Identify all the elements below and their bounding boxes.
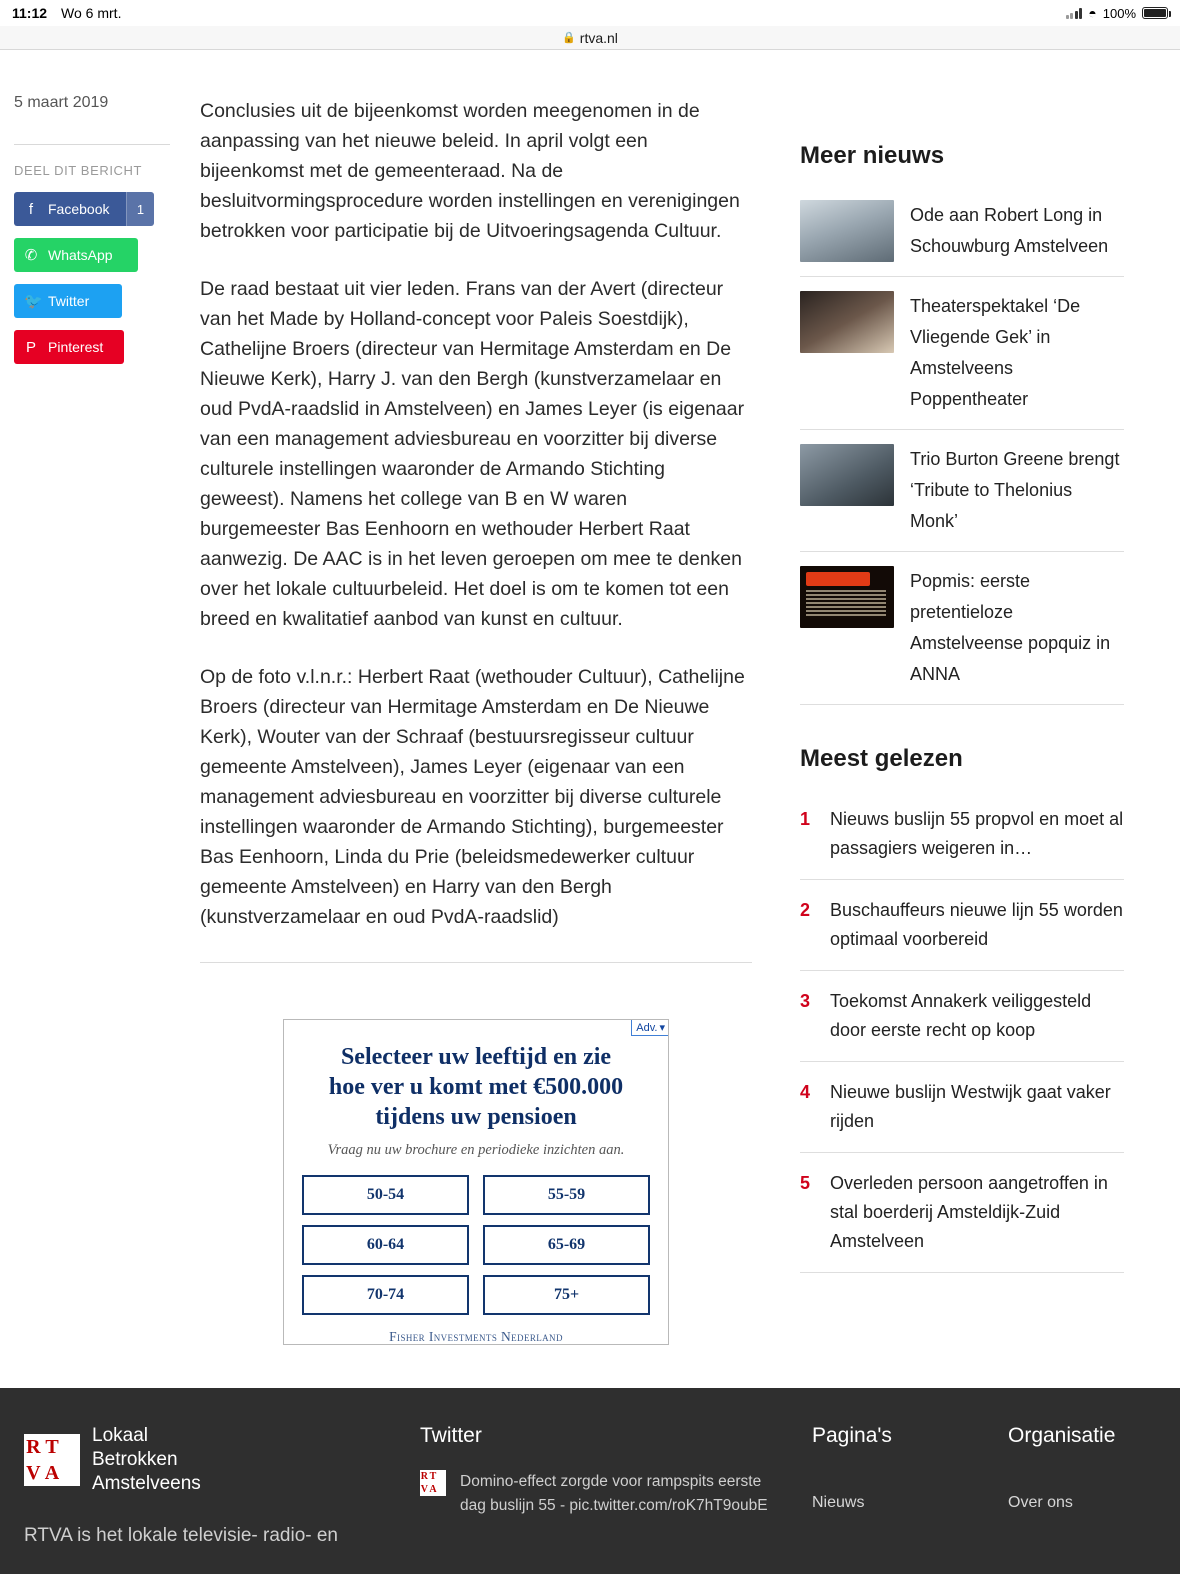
whatsapp-icon: ✆ xyxy=(24,247,38,264)
avatar-letter-v: V xyxy=(420,1484,428,1495)
logo-blank2 xyxy=(61,1460,80,1486)
rtva-logo xyxy=(24,1424,420,1496)
tweet-text-block xyxy=(460,1470,768,1518)
avatar-letter-a: A xyxy=(429,1484,437,1495)
footer-org-column xyxy=(1008,1424,1180,1574)
list-item[interactable] xyxy=(800,186,1124,277)
facebook-icon: f xyxy=(28,200,34,218)
list-item[interactable] xyxy=(800,1153,1124,1273)
logo-word-2: Betrokken xyxy=(92,1449,178,1470)
logo-letter-a: A xyxy=(44,1462,60,1484)
ad-headline-line3: tijdens uw pensioen xyxy=(375,1104,577,1130)
tweet-item xyxy=(420,1470,812,1518)
share-twitter-button[interactable] xyxy=(14,284,122,318)
rank-number: 5 xyxy=(800,1173,811,1193)
signal-icon xyxy=(1066,8,1083,19)
footer-pages-column xyxy=(812,1424,1008,1574)
facebook-share-count: 1 xyxy=(126,192,154,226)
share-twitter-label: Twitter xyxy=(48,293,90,309)
ad-headline-line2-text: hoe ver u komt met xyxy=(328,1074,534,1100)
status-bar-right xyxy=(1066,5,1168,21)
browser-url-bar[interactable] xyxy=(0,26,1180,50)
ad-choices-button[interactable] xyxy=(631,1020,668,1036)
meer-nieuws-heading: Meer nieuws xyxy=(800,142,945,169)
news-thumbnail xyxy=(800,444,894,506)
avatar-blank2 xyxy=(437,1483,446,1496)
tweet-text: Domino-effect zorgde voor rampspits eerste xyxy=(460,1473,762,1490)
rtva-logo-words xyxy=(92,1424,201,1496)
url-text: rtva.nl xyxy=(579,29,618,46)
advertisement-area xyxy=(200,1019,752,1345)
share-whatsapp-label: WhatsApp xyxy=(48,247,113,263)
share-whatsapp-button[interactable] xyxy=(14,238,138,272)
pinterest-icon: P xyxy=(25,338,36,356)
news-title: Ode aan Robert Long in Schouwburg Amstelveen xyxy=(910,205,1109,256)
share-label: DEEL DIT BERICHT xyxy=(14,163,143,178)
share-facebook-button[interactable] xyxy=(14,192,154,226)
logo-word-3: Amstelveens xyxy=(92,1473,201,1494)
ad-headline xyxy=(302,1042,650,1132)
rtva-logo-mark xyxy=(24,1434,80,1486)
ad-amount: €500.000 xyxy=(533,1074,624,1100)
news-thumbnail xyxy=(800,200,894,262)
news-title: Popmis: eerste pretentieloze Amstelveense popquiz in ANNA xyxy=(910,571,1111,684)
battery-percent: 100% xyxy=(1102,5,1136,21)
ad-age-options xyxy=(302,1175,650,1315)
ad-choices-label: Adv. xyxy=(636,1021,658,1034)
news-title: Trio Burton Greene brengt ‘Tribute to Thelonius Monk’ xyxy=(910,449,1120,531)
ad-option-55-59[interactable]: 55-59 xyxy=(483,1175,650,1215)
list-item[interactable] xyxy=(800,1062,1124,1153)
footer-twitter-heading: Twitter xyxy=(420,1424,482,1447)
list-item[interactable] xyxy=(800,277,1124,430)
logo-word-1: Lokaal xyxy=(92,1425,148,1446)
most-read-title: Buschauffeurs nieuwe lijn 55 worden optimaal voorbereid xyxy=(830,900,1123,949)
ad-subtitle: Vraag nu uw brochure en periodieke inzichten aan. xyxy=(327,1142,625,1158)
ad-advertiser-name: Fisher Investments Nederland xyxy=(389,1329,563,1344)
rtva-avatar-icon xyxy=(420,1470,446,1496)
article-divider xyxy=(200,962,752,963)
footer-brand-column xyxy=(24,1424,420,1574)
rank-number: 4 xyxy=(800,1082,811,1102)
footer-twitter-column xyxy=(420,1424,812,1574)
logo-letter-r: R xyxy=(26,1436,41,1458)
footer-org-heading: Organisatie xyxy=(1008,1424,1116,1447)
most-read-title: Nieuwe buslijn Westwijk gaat vaker rijden xyxy=(830,1082,1111,1131)
status-bar xyxy=(0,0,1180,26)
meest-gelezen-heading: Meest gelezen xyxy=(800,745,963,772)
status-bar-left xyxy=(12,5,121,21)
status-time: 11:12 xyxy=(12,5,48,21)
logo-letter-v: V xyxy=(26,1462,41,1484)
ad-banner[interactable] xyxy=(283,1019,669,1345)
avatar-blank xyxy=(437,1470,446,1483)
footer-pages-heading: Pagina's xyxy=(812,1424,892,1447)
list-item[interactable] xyxy=(800,971,1124,1062)
avatar-letter-r: R xyxy=(420,1471,428,1482)
list-item[interactable] xyxy=(800,552,1124,705)
rank-number: 3 xyxy=(800,991,811,1011)
avatar-letter-t: T xyxy=(429,1471,437,1482)
footer-tagline: RTVA is het lokale televisie- radio- en xyxy=(24,1525,339,1546)
most-read-title: Nieuws buslijn 55 propvol en moet al passagiers weigeren in… xyxy=(830,809,1124,858)
news-thumbnail xyxy=(800,291,894,353)
sidebar-spacer xyxy=(800,705,1124,745)
news-thumbnail xyxy=(800,566,894,628)
site-footer xyxy=(0,1388,1180,1574)
ad-option-70-74[interactable]: 70-74 xyxy=(302,1275,469,1315)
ad-option-60-64[interactable]: 60-64 xyxy=(302,1225,469,1265)
share-pinterest-button[interactable] xyxy=(14,330,124,364)
chevron-down-icon: ▾ xyxy=(659,1022,665,1034)
share-pinterest-label: Pinterest xyxy=(48,339,104,355)
battery-icon xyxy=(1142,7,1168,19)
list-item[interactable] xyxy=(800,430,1124,552)
ad-option-75-plus[interactable]: 75+ xyxy=(483,1275,650,1315)
ad-option-50-54[interactable]: 50-54 xyxy=(302,1175,469,1215)
article-paragraph: Op de foto v.l.n.r.: Herbert Raat (wethouder Cultuur), Cathelijne Broers (directeur van Hermitage Amsterdam en De Nieuwe Kerk), Wouter van der Schraaf (bestuursregisseur cultuur gemeente Amstelveen), James Leyer (eigenaar van een management adviesbureau en voorzitter bij diverse culturele instellingen waaronder de Armando Stichting), burgemeester Bas Eenhoorn, Linda du Prie (beleidsmedewerker cultuur gemeente Amstelveen) en Harry van den Bergh (kunstverzamelaar en oud PvdA-raadslid) xyxy=(200,666,745,928)
article-paragraph: Conclusies uit de bijeenkomst worden meegenomen in de aanpassing van het nieuwe beleid. In april volgt een bijeenkomst met de gemeenteraad. Na de besluitvormingsprocedure worden instellingen en verenigingen betrokken voor participatie bij de Uitvoeringsagenda Cultuur. xyxy=(200,100,740,242)
footer-link-over-ons[interactable]: Over ons xyxy=(1008,1494,1073,1511)
publication-date: 5 maart 2019 xyxy=(14,94,109,111)
list-item[interactable] xyxy=(800,789,1124,880)
article-paragraph: De raad bestaat uit vier leden. Frans van der Avert (directeur van het Made by Holland-concept voor Paleis Soestdijk), Cathelijne Broers (directeur van Hermitage Amsterdam en De Nieuwe Kerk), Harry J. van den Bergh (kunstverzamelaar en oud PvdA-raadslid in Amstelveen) en James Leyer (is eigenaar van een management adviesbureau en voorzitter bij diverse culturele instellingen waaronder de Armando Stichting geweest). Namens het college van B en W waren burgemeester Bas Eenhoorn en wethouder Herbert Raat aanwezig. De AAC is in het leven geroepen om mee te denken over het lokale cultuurbeleid. Het doel is om te komen tot een breed en kwalitatief aanbod van kunst en cultuur. xyxy=(200,278,745,630)
page-body xyxy=(0,50,1180,1574)
logo-letter-t: T xyxy=(45,1436,59,1458)
left-rail xyxy=(0,50,186,1345)
list-item[interactable] xyxy=(800,880,1124,971)
footer-link-nieuws[interactable]: Nieuws xyxy=(812,1494,865,1511)
twitter-icon: 🐦 xyxy=(24,293,43,310)
content-columns xyxy=(0,50,1180,1345)
article-body xyxy=(186,50,786,1345)
ad-option-65-69[interactable]: 65-69 xyxy=(483,1225,650,1265)
wifi-icon: ◓ xyxy=(1088,5,1097,21)
most-read-title: Overleden persoon aangetroffen in stal boerderij Amsteldijk-Zuid Amstelveen xyxy=(830,1173,1108,1251)
tweet-link[interactable]: dag buslijn 55 - pic.twitter.com/roK7hT9oubE xyxy=(460,1497,768,1514)
news-title: Theaterspektakel ‘De Vliegende Gek’ in Amstelveens Poppentheater xyxy=(910,296,1081,409)
status-date: Wo 6 mrt. xyxy=(61,5,122,21)
sidebar xyxy=(786,50,1146,1345)
share-facebook-label: Facebook xyxy=(48,201,110,217)
ad-headline-line2 xyxy=(302,1072,650,1102)
rail-divider xyxy=(14,144,170,145)
ad-headline-line1: Selecteer uw leeftijd en zie xyxy=(340,1044,612,1070)
most-read-title: Toekomst Annakerk veiliggesteld door eerste recht op koop xyxy=(830,991,1092,1040)
lock-icon: 🔒 xyxy=(562,32,576,44)
rank-number: 2 xyxy=(800,900,811,920)
rank-number: 1 xyxy=(800,809,811,829)
logo-blank xyxy=(61,1434,80,1460)
